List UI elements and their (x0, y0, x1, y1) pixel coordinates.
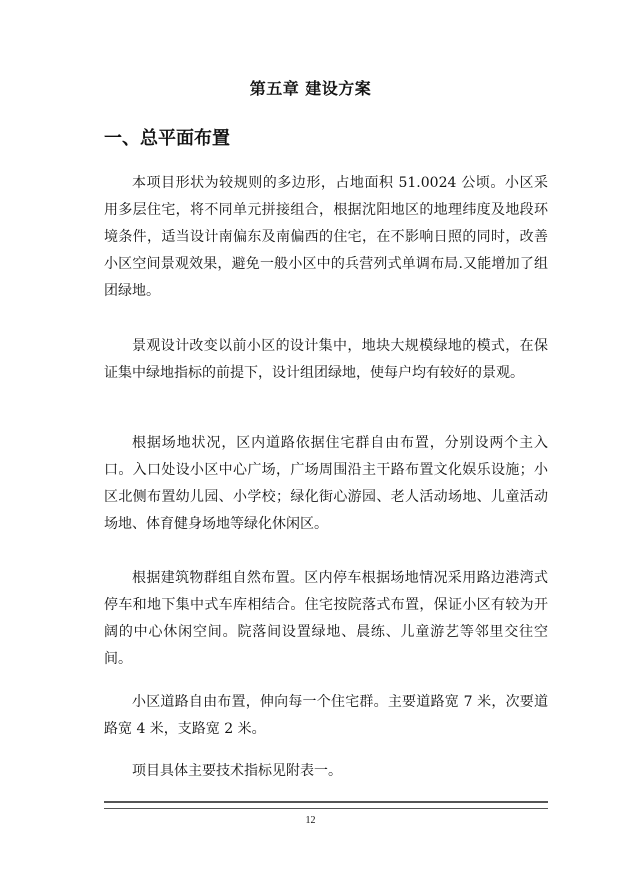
paragraph-site-layout: 本项目形状为较规则的多边形，占地面积 51.0024 公顷。小区采用多层住宅，将不同单元拼接组合，根据沈阳地区的地理纬度及地段环境条件，适当设计南偏东及南偏西的住宅，在不影响日照的同时，改善小区空间景观效果，避免一般小区中的兵营列式单调布局.又能增加了组团绿地。 (104, 175, 548, 299)
paragraph-building-parking: 根据建筑物群组自然布置。区内停车根据场地情况采用路边港湾式停车和地下集中式车库相结合。住宅按院落式布置，保证小区有较为开阔的中心休闲空间。院落间设置绿地、晨练、儿童游艺等邻里交往空间。 (104, 570, 548, 667)
page-number: 12 (305, 815, 316, 826)
paragraph-roads-entrances: 根据场地状况，区内道路依据住宅群自由布置，分别设两个主入口。入口处设小区中心广场，广场周围沿主干路布置文化娱乐设施；小区北侧布置幼儿园、小学校；绿化街心游园、老人活动场地、儿童活动场地、体育健身场地等绿化休闲区。 (104, 435, 548, 532)
paragraph-landscape-design: 景观设计改变以前小区的设计集中，地块大规模绿地的模式，在保证集中绿地指标的前提下，设计组团绿地，使每户均有较好的景观。 (104, 338, 548, 381)
paragraph-road-widths: 小区道路自由布置，伸向每一个住宅群。主要道路宽 7 米，次要道路宽 4 米，支路宽 2 米。 (104, 694, 548, 737)
section-title: 一、总平面布置 (104, 128, 230, 149)
footer-divider (104, 801, 548, 809)
chapter-title: 第五章 建设方案 (249, 79, 372, 98)
paragraph-technical-indicators: 项目具体主要技术指标见附表一。 (132, 763, 342, 779)
